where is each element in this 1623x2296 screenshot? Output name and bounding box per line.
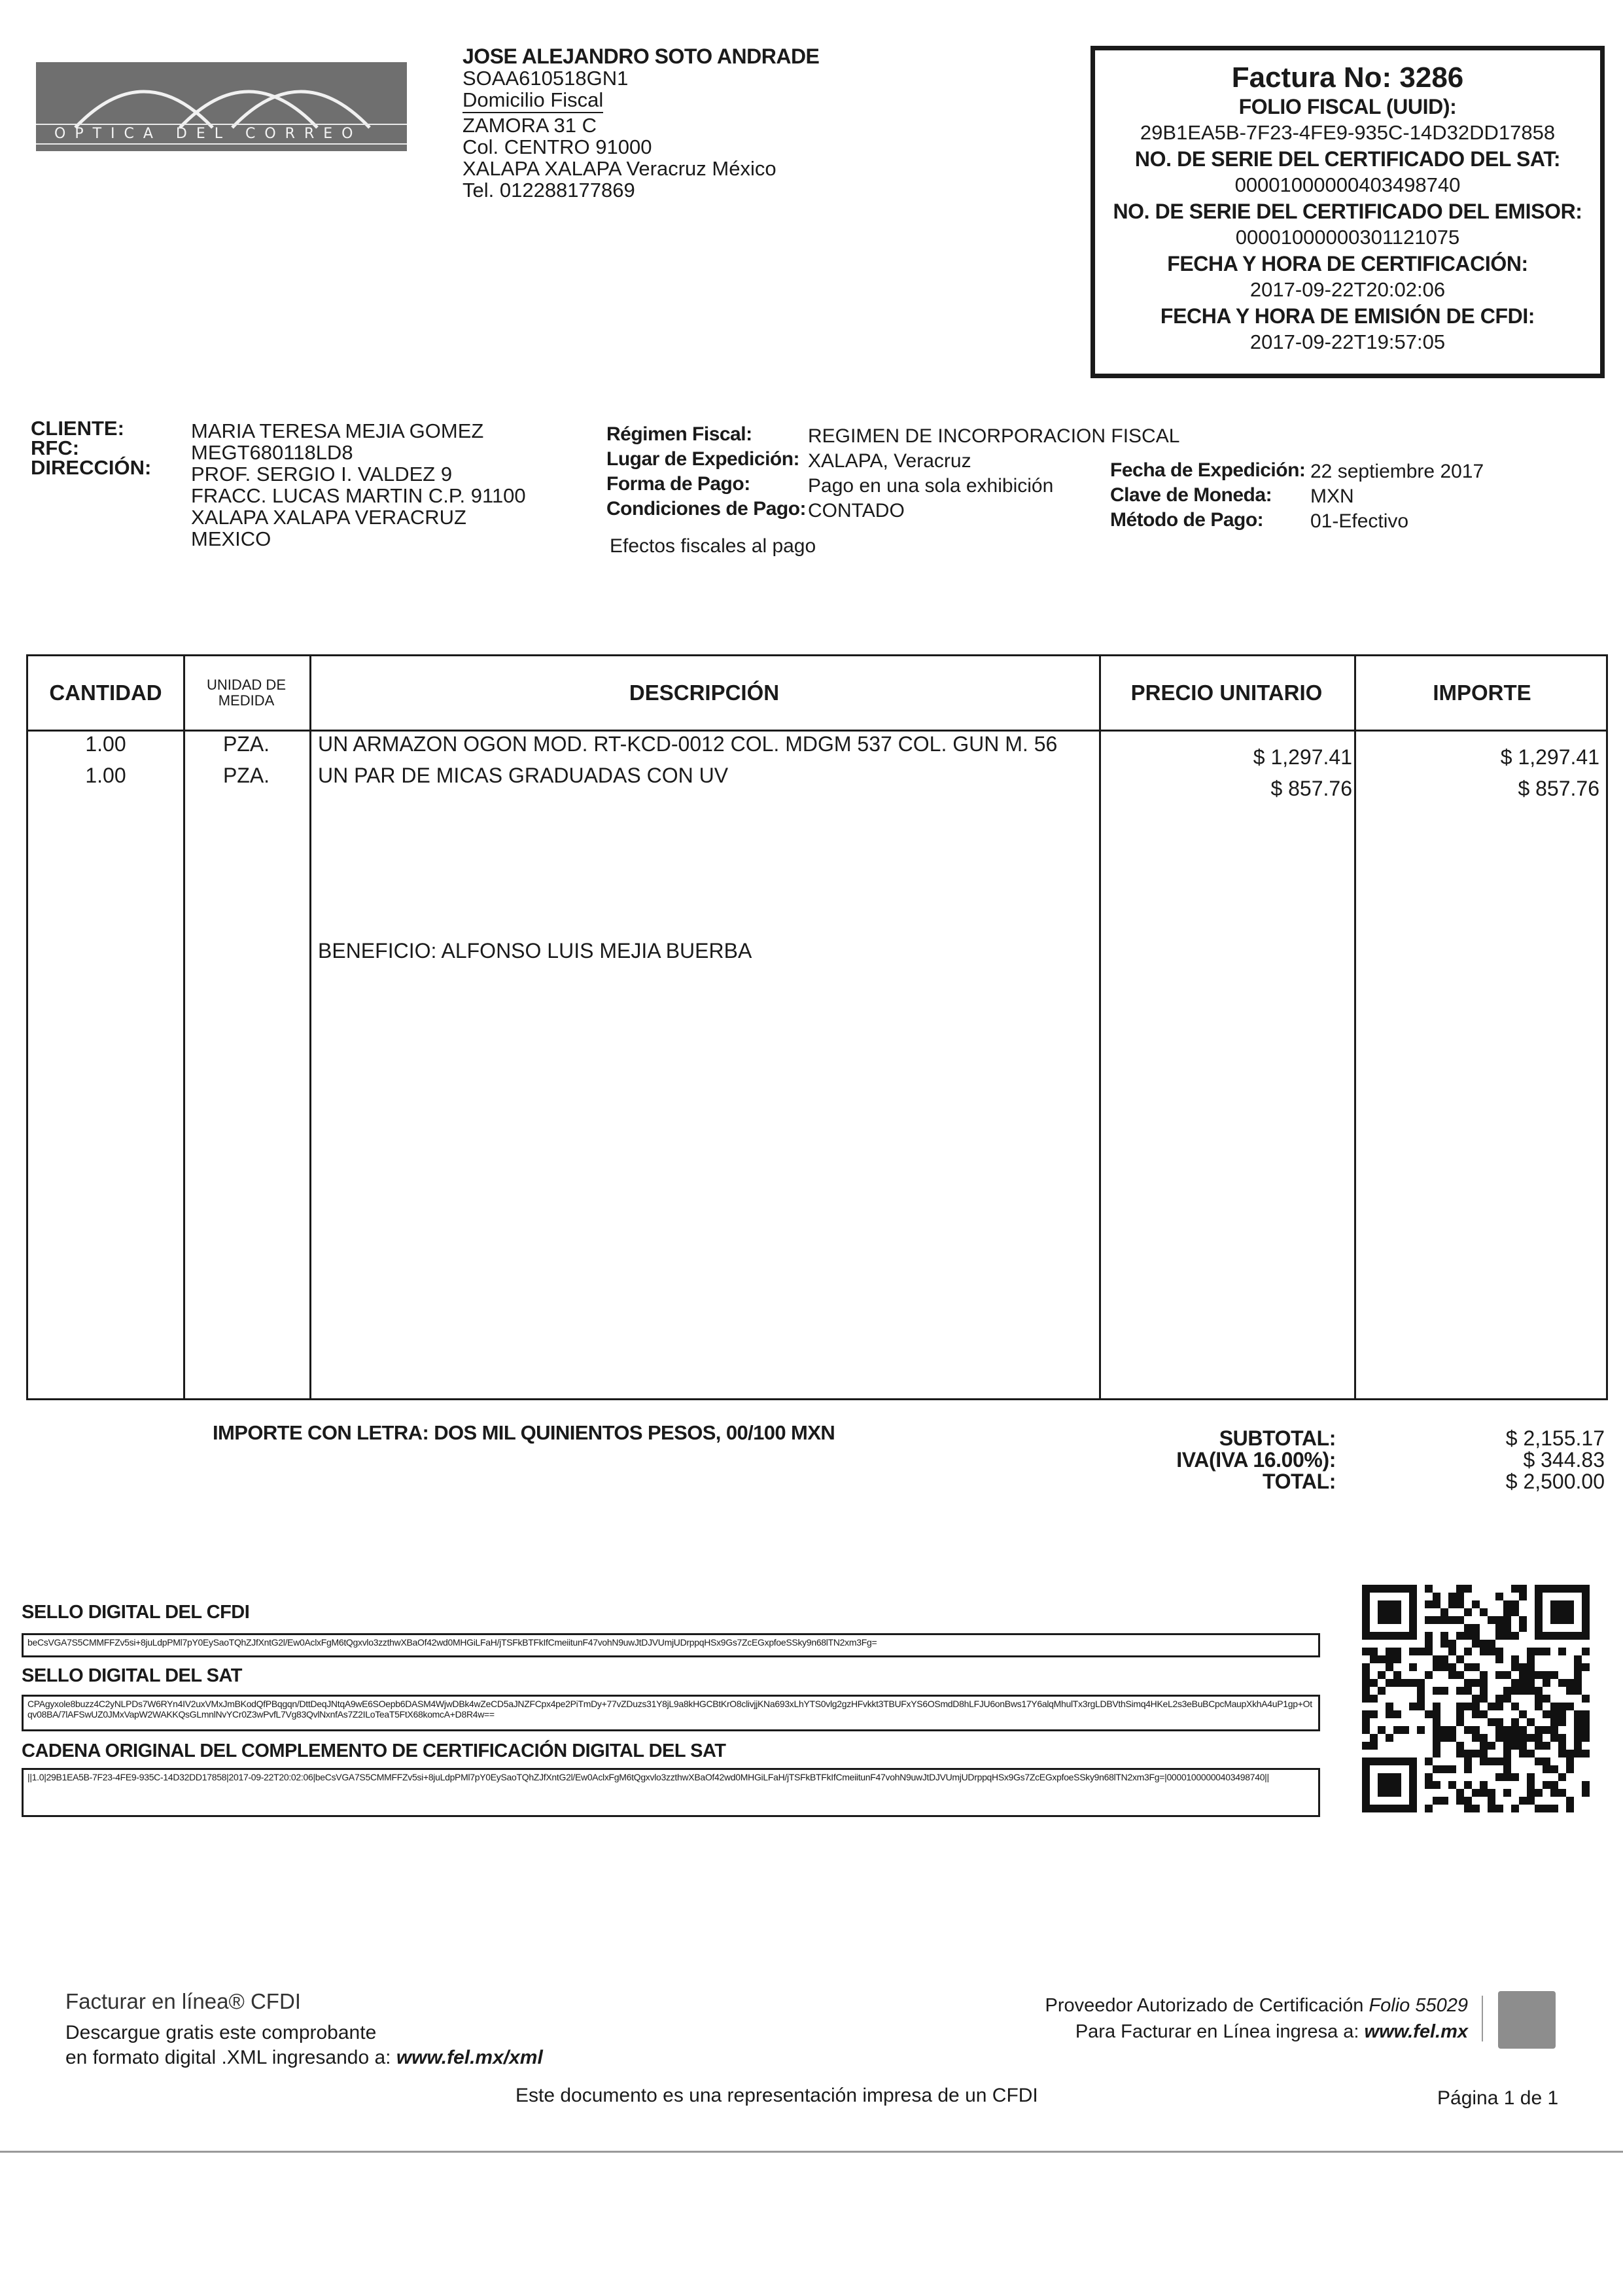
total-label: TOTAL: [1263, 1470, 1336, 1493]
cell-descripcion: UN PAR DE MICAS GRADUADAS CON UV [318, 764, 729, 787]
header-importe: IMPORTE [1433, 680, 1531, 705]
cliente-addr1: PROF. SERGIO I. VALDEZ 9 [191, 463, 453, 486]
emisor-city: XALAPA XALAPA Veracruz México [462, 157, 777, 180]
metodo-pago-value: 01-Efectivo [1310, 510, 1409, 532]
emisor-name: JOSE ALEJANDRO SOTO ANDRADE [462, 44, 820, 68]
provider-text: Proveedor Autorizado de Certificación [1045, 1995, 1369, 2016]
forma-pago-value: Pago en una sola exhibición [808, 475, 1054, 497]
header-precio-unitario: PRECIO UNITARIO [1130, 680, 1323, 705]
iva-value: $ 344.83 [1523, 1448, 1605, 1472]
document-note: Este documento es una representación impresa de un CFDI [515, 2085, 1038, 2106]
facturar-text: Para Facturar en Línea ingresa a: [1075, 2021, 1365, 2042]
items-table [26, 654, 1608, 1400]
cliente-name: MARIA TERESA MEJIA GOMEZ [191, 419, 484, 442]
cadena-original-value: ||1.0|29B1EA5B-7F23-4FE9-935C-14D32DD17858|2017-09-22T20:02:06|beCsVGA7S5CMMFFZv5si+8juLdpPMl7pY0EySaoTQhZJfXntG2l/Ew0AclxFgM6tQgxvlo3zzthwXBaOf42wd0MHGiLFaH/jTSFkBTFkIfCmeiitunF47vohN9uwJtDJVUmjUDrppqHSx9Gs7ZcEGxpfoeSSky9n68lTN2xm3Fg=|00001000000403498740|| [22, 1768, 1320, 1817]
emision-label: FECHA Y HORA DE EMISIÓN DE CFDI: [1160, 304, 1535, 328]
cliente-values [191, 420, 526, 550]
header-descripcion: DESCRIPCIÓN [629, 680, 780, 705]
footer-divider [1482, 1996, 1483, 2041]
fiscal-labels [606, 422, 806, 521]
totals-values [1439, 1428, 1605, 1492]
iva-label: IVA(IVA 16.00%): [1176, 1448, 1336, 1472]
moneda-label: Clave de Moneda: [1110, 484, 1272, 506]
header-unidad: UNIDAD DE MEDIDA [206, 677, 286, 709]
subtotal-label: SUBTOTAL: [1219, 1426, 1336, 1450]
rfc-label: RFC: [31, 436, 80, 459]
condiciones-label: Condiciones de Pago: [606, 498, 807, 520]
forma-pago-label: Forma de Pago: [606, 473, 750, 495]
fecha-labels [1110, 458, 1305, 533]
emisor-rfc: SOAA610518GN1 [462, 67, 629, 90]
emisor-colonia: Col. CENTRO 91000 [462, 135, 652, 158]
cliente-addr4: MEXICO [191, 527, 271, 550]
certificacion-value: 2017-09-22T20:02:06 [1249, 278, 1446, 301]
table-row [28, 732, 1606, 769]
metodo-pago-label: Método de Pago: [1110, 509, 1264, 531]
regimen-value: REGIMEN DE INCORPORACION FISCAL [808, 425, 1180, 447]
cell-unidad: PZA. [222, 764, 270, 787]
cadena-original-title: CADENA ORIGINAL DEL COMPLEMENTO DE CERTIFICACIÓN DIGITAL DEL SAT [22, 1740, 726, 1761]
sello-cfdi-title: SELLO DIGITAL DEL CFDI [22, 1602, 250, 1623]
footer-provider [1045, 1992, 1468, 2045]
footer-brand: Facturar en línea® CFDI [65, 1989, 301, 2013]
moneda-value: MXN [1310, 486, 1354, 507]
domicilio-label: Domicilio Fiscal [462, 89, 603, 113]
cliente-rfc: MEGT680118LD8 [191, 441, 353, 464]
cell-descripcion: UN ARMAZON OGON MOD. RT-KCD-0012 COL. MDGM 537 COL. GUN M. 56 [318, 732, 1058, 756]
cell-precio: $ 1,297.41 [1253, 745, 1352, 769]
certificacion-label: FECHA Y HORA DE CERTIFICACIÓN: [1167, 252, 1528, 275]
cell-unidad: PZA. [222, 732, 270, 756]
page-bottom-line [0, 2151, 1623, 2153]
optica-logo [36, 62, 407, 151]
subtotal-value: $ 2,155.17 [1505, 1426, 1605, 1450]
fecha-expedicion-value: 22 septiembre 2017 [1310, 461, 1484, 482]
header-cantidad: CANTIDAD [49, 680, 162, 705]
total-value: $ 2,500.00 [1505, 1470, 1605, 1493]
direccion-label: DIRECCIÓN: [31, 456, 152, 479]
logo-text: OPTICA DEL CORREO [36, 124, 407, 145]
serie-emisor-value: 00001000000301121075 [1235, 226, 1460, 249]
qr-code [1362, 1585, 1590, 1812]
sello-sat-title: SELLO DIGITAL DEL SAT [22, 1665, 242, 1686]
folio-fiscal-label: FOLIO FISCAL (UUID): [1238, 95, 1457, 118]
factura-number: Factura No: 3286 [1231, 62, 1464, 94]
efectos-fiscales: Efectos fiscales al pago [610, 535, 816, 557]
cliente-label: CLIENTE: [31, 417, 124, 440]
cell-cantidad: 1.00 [85, 732, 126, 756]
cliente-addr2: FRACC. LUCAS MARTIN C.P. 91100 [191, 484, 526, 507]
condiciones-value: CONTADO [808, 500, 905, 521]
page-number: Página 1 de 1 [1437, 2087, 1559, 2109]
fecha-expedicion-label: Fecha de Expedición: [1110, 459, 1306, 481]
cell-importe: $ 857.76 [1518, 777, 1599, 800]
footer-desc-line2: en formato digital .XML ingresando a: [65, 2047, 396, 2068]
emision-value: 2017-09-22T19:57:05 [1249, 330, 1446, 353]
folio-fiscal-value: 29B1EA5B-7F23-4FE9-935C-14D32DD17858 [1140, 121, 1556, 144]
cliente-addr3: XALAPA XALAPA VERACRUZ [191, 506, 466, 529]
header-divider [28, 730, 1606, 732]
provider-folio: Folio 55029 [1369, 1995, 1468, 2016]
beneficio-note: BENEFICIO: ALFONSO LUIS MEJIA BUERBA [318, 939, 752, 963]
sello-sat-value: CPAgyxole8buzz4C2yNLPDs7W6RYn4IV2uxVMxJmBKodQfPBqgqn/DttDeqJNtqA9wE6SOepb6DASM4WjwDBk4wZeCD5aJNZFCpx4pe2PiTmDy+77vZDuzs31Y8jL9a8kHGCBtKrO8clivjjKNa693xLhYTS0vlg2gzHFvkkt3TBUFxYS6OSmdD8hLFJU6onBws17Y6alqMhulTx3rgLDBVthSimq4HKeL2s3eBuBCpcMaupXkhA4uP1gp+Otqv08BA/7lAFSwUZ0JMxVapW2WAKKQsGLmnlNvYCr0Z3wPvfL7Vg83QvlNxnfAs7Z2ILoTeaT5FtX68komcA+D8R4w== [22, 1695, 1320, 1731]
serie-sat-label: NO. DE SERIE DEL CERTIFICADO DEL SAT: [1134, 147, 1561, 171]
sello-cfdi-value: beCsVGA7S5CMMFFZv5si+8juLdpPMl7pY0EySaoTQhZJfXntG2l/Ew0AclxFgM6tQgxvlo3zzthwXBaOf42wd0MHGiLFaH/jTSFkBTFkIfCmeiitunF47vohN9uwJtDJVUmjUDrppqHSx9Gs7ZcEGxpfoeSSky9n68lTN2xm3Fg= [22, 1633, 1320, 1657]
fecha-values [1310, 459, 1484, 534]
cliente-labels [31, 419, 151, 478]
lugar-label: Lugar de Expedición: [606, 448, 800, 470]
emisor-block [462, 46, 819, 201]
sat-seal-icon [1498, 1991, 1556, 2049]
regimen-label: Régimen Fiscal: [606, 423, 752, 445]
footer-desc-line1: Descargue gratis este comprobante [65, 2022, 377, 2043]
emisor-phone: Tel. 012288177869 [462, 179, 635, 202]
xml-download-link[interactable]: www.fel.mx/xml [396, 2047, 543, 2068]
importe-con-letra: IMPORTE CON LETRA: DOS MIL QUINIENTOS PESOS, 00/100 MXN [213, 1421, 835, 1444]
lugar-value: XALAPA, Veracruz [808, 450, 971, 472]
factura-info-box [1091, 46, 1605, 378]
fel-link[interactable]: www.fel.mx [1364, 2021, 1468, 2042]
emisor-street: ZAMORA 31 C [462, 114, 597, 137]
totals-labels [1158, 1428, 1336, 1492]
serie-sat-value: 00001000000403498740 [1234, 173, 1461, 196]
footer-description [65, 2021, 543, 2070]
table-row [28, 764, 1606, 800]
cell-cantidad: 1.00 [85, 764, 126, 787]
serie-emisor-label: NO. DE SERIE DEL CERTIFICADO DEL EMISOR: [1113, 200, 1582, 223]
cell-importe: $ 1,297.41 [1500, 745, 1599, 769]
cell-precio: $ 857.76 [1270, 777, 1352, 800]
